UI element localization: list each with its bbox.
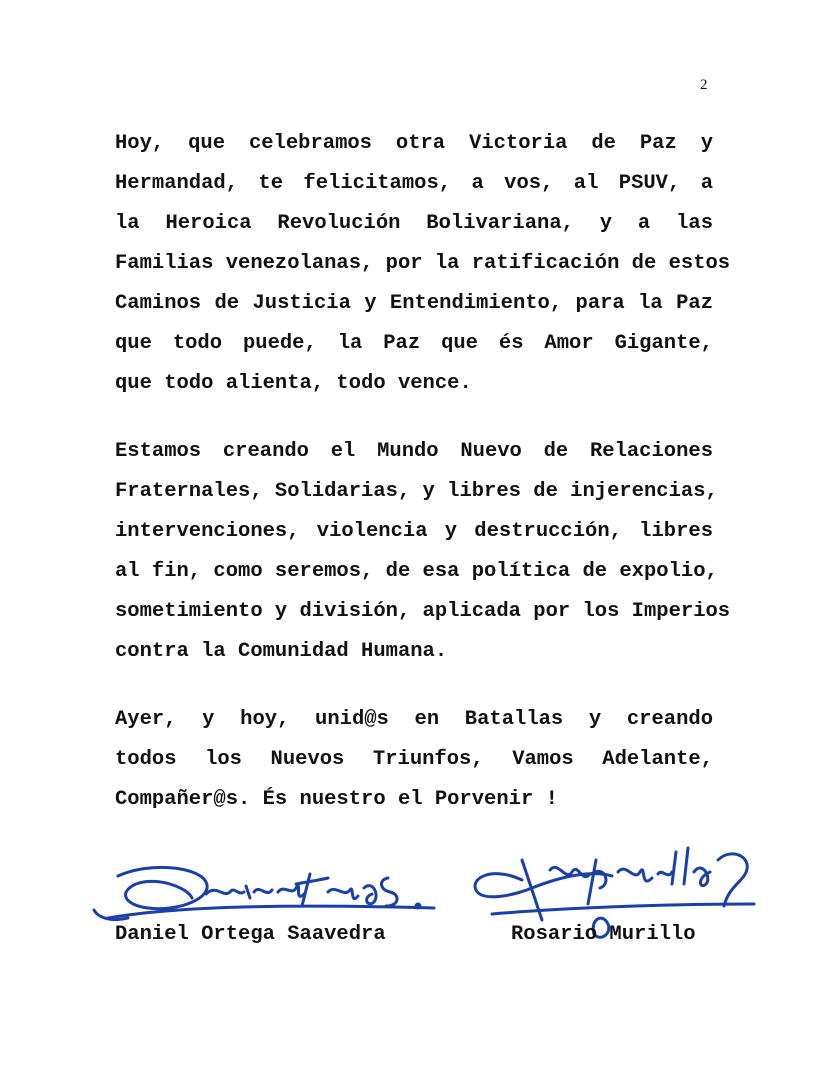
- paragraph-line: Ayer, y hoy, unid@s en Batallas y creando: [115, 708, 713, 731]
- signatory-name-2: Rosario Murillo: [511, 923, 696, 946]
- paragraph-line: Caminos de Justicia y Entendimiento, para la Paz: [115, 292, 713, 315]
- paragraph-line: todos los Nuevos Triunfos, Vamos Adelante,: [115, 748, 713, 771]
- paragraph-line: Hermandad, te felicitamos, a vos, al PSUV, a: [115, 172, 713, 195]
- signature-daniel-ortega: [88, 848, 440, 928]
- signature-block: [0, 830, 825, 970]
- paragraph-1: [115, 124, 731, 404]
- paragraph-line: intervenciones, violencia y destrucción, libres: [115, 520, 713, 543]
- signatory-name-1: Daniel Ortega Saavedra: [115, 923, 386, 946]
- paragraph-3: [115, 700, 713, 820]
- paragraph-line: contra la Comunidad Humana.: [115, 640, 448, 663]
- paragraph-line: Fraternales, Solidarias, y libres de injerencias,: [115, 480, 718, 503]
- paragraph-line: Hoy, que celebramos otra Victoria de Paz y: [115, 132, 713, 155]
- paragraph-line: que todo alienta, todo vence.: [115, 372, 472, 395]
- paragraph-line: Estamos creando el Mundo Nuevo de Relaciones: [115, 440, 713, 463]
- paragraph-line: Familias venezolanas, por la ratificación de estos: [115, 252, 731, 275]
- paragraph-line: que todo puede, la Paz que és Amor Gigante,: [115, 332, 713, 355]
- paragraph-line: sometimiento y división, aplicada por los Imperios: [115, 600, 731, 623]
- paragraph-line: Compañer@s. És nuestro el Porvenir !: [115, 788, 558, 811]
- paragraph-2: [115, 432, 731, 672]
- page-number: 2: [700, 77, 708, 93]
- paragraph-line: la Heroica Revolución Bolivariana, y a las: [115, 212, 713, 235]
- paragraph-line: al fin, como seremos, de esa política de expolio,: [115, 560, 718, 583]
